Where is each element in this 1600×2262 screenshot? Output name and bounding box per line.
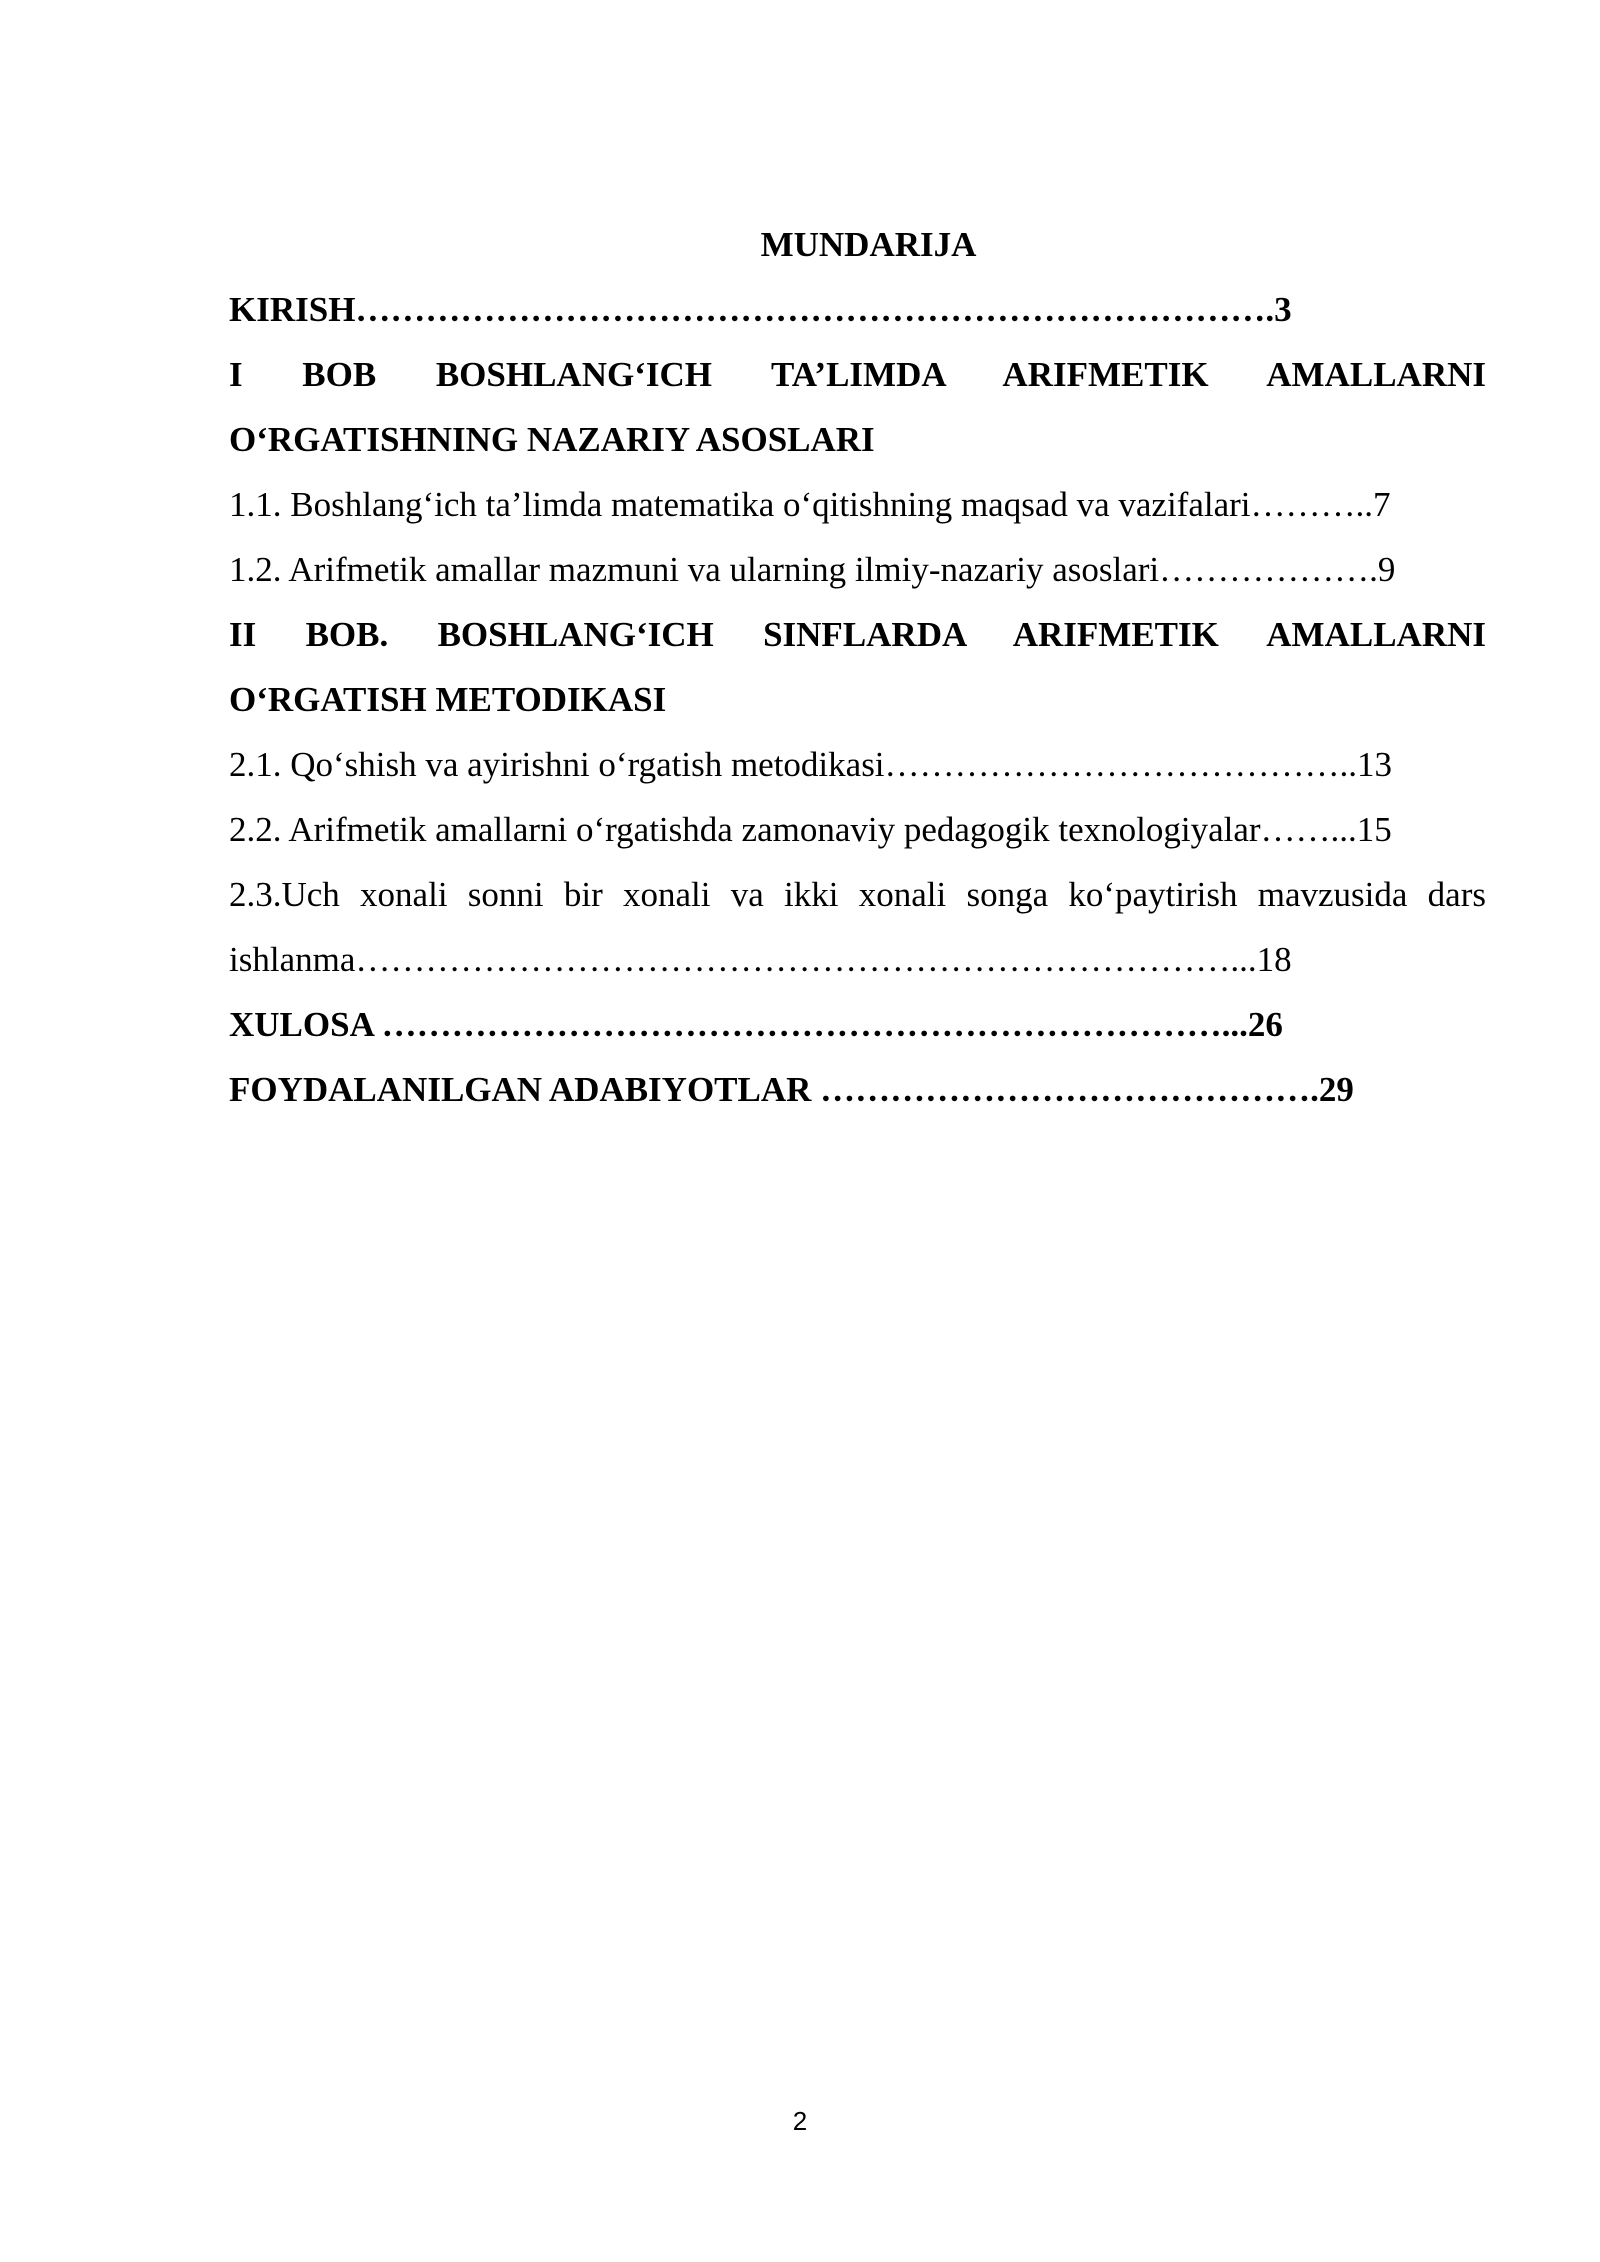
toc-chapter-1-heading-line-1: I BOB BOSHLANG‘ICH TA’LIMDA ARIFMETIK AMALLARNI <box>229 355 1486 394</box>
toc-chapter-1-heading-line-2: O‘RGATISHNING NAZARIY ASOSLARI <box>229 420 875 459</box>
toc-chapter-2-heading-line-2: O‘RGATISH METODIKASI <box>229 680 667 719</box>
table-of-contents <box>229 212 1486 1122</box>
toc-chapter-2-heading-line-1: II BOB. BOSHLANG‘ICH SINFLARDA ARIFMETIK AMALLARNI <box>229 615 1486 654</box>
page-number: 2 <box>792 2106 808 2136</box>
toc-entry-1-1: 1.1. Boshlang‘ich ta’limda matematika o‘qitishning maqsad va vazifalari………..7 <box>229 485 1391 524</box>
toc-entry-kirish: KIRISH…………………………………………………………………….3 <box>229 290 1292 329</box>
toc-entry-2-2: 2.2. Arifmetik amallarni o‘rgatishda zamonaviy pedagogik texnologiyalar……...15 <box>229 810 1392 849</box>
toc-entry-2-3-line-1: 2.3.Uch xonali sonni bir xonali va ikki xonali songa ko‘paytirish mavzusida dars <box>229 875 1486 914</box>
toc-entry-2-3-line-2: ishlanma…………………………………………………………………...18 <box>229 940 1292 979</box>
toc-entry-adabiyotlar: FOYDALANILGAN ADABIYOTLAR …………………………………….29 <box>229 1070 1354 1109</box>
toc-entry-2-1: 2.1. Qo‘shish va ayirishni o‘rgatish metodikasi…………………………………..13 <box>229 745 1393 784</box>
toc-entry-xulosa: XULOSA ………………………………………………………………...26 <box>229 1005 1283 1044</box>
toc-entry-1-2: 1.2. Arifmetik amallar mazmuni va ularning ilmiy-nazariy asoslari……………….9 <box>229 550 1396 589</box>
toc-title: MUNDARIJA <box>760 225 977 264</box>
